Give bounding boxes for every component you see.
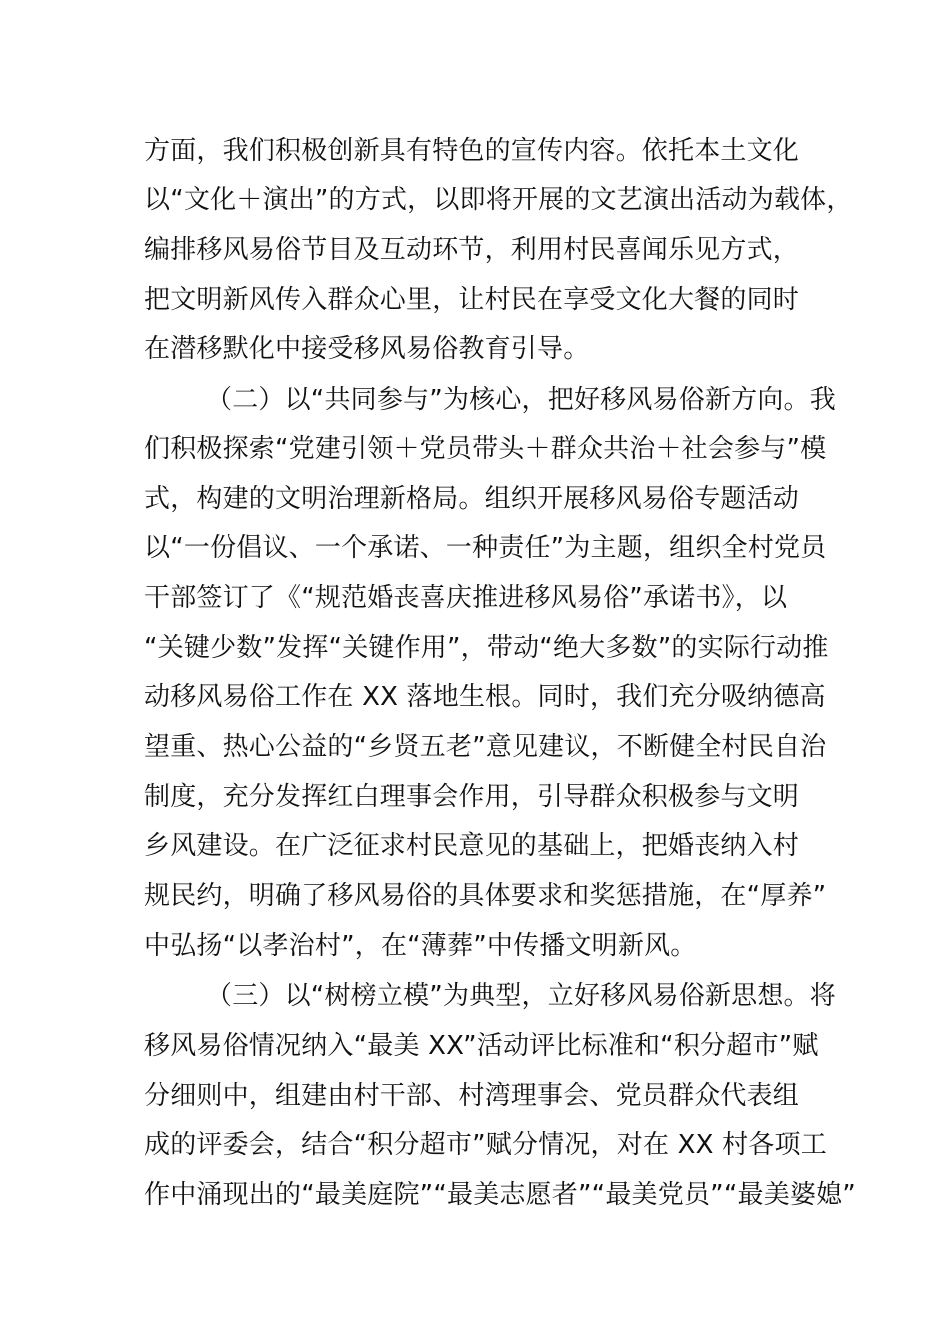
text-line: 以“一份倡议、一个承诺、一种责任”为主题，组织全村党员	[144, 533, 827, 563]
text-line: 动移风易俗工作在 XX 落地生根。同时，我们充分吸纳德高	[144, 682, 826, 712]
text-line: 干部签订了《“规范婚丧喜庆推进移风易俗”承诺书》，以	[144, 583, 788, 613]
text-line: 作中涌现出的“最美庭院”“最美志愿者”“最美党员”“最美婆媳”	[144, 1180, 856, 1210]
text-line: 制度，充分发挥红白理事会作用，引导群众积极参与文明	[144, 782, 800, 812]
text-line: 们积极探索“党建引领＋党员带头＋群众共治＋社会参与”模	[144, 434, 827, 464]
text-line: 把文明新风传入群众心里，让村民在享受文化大餐的同时	[144, 285, 800, 315]
text-line: 规民约，明确了移风易俗的具体要求和奖惩措施，在“厚养”	[144, 881, 827, 911]
text-line: 移风易俗情况纳入“最美 XX”活动评比标准和“积分超市”赋	[144, 1031, 819, 1061]
text-line: 在潜移默化中接受移风易俗教育引导。	[144, 334, 590, 364]
text-line: 编排移风易俗节目及互动环节，利用村民喜闻乐见方式，	[144, 235, 800, 265]
text-line: 望重、热心公益的“乡贤五老”意见建议，不断健全村民自治	[144, 732, 827, 762]
text-line: 方面，我们积极创新具有特色的宣传内容。依托本土文化	[144, 136, 800, 166]
section-heading-two: （二）以“共同参与”为核心，把好移风易俗新方向。我	[206, 385, 836, 415]
text-line: 式，构建的文明治理新格局。组织开展移风易俗专题活动	[144, 484, 800, 514]
text-line: 乡风建设。在广泛征求村民意见的基础上，把婚丧纳入村	[144, 831, 800, 861]
text-line: 分细则中，组建由村干部、村湾理事会、党员群众代表组	[144, 1081, 800, 1111]
text-line: “关键少数”发挥“关键作用”，带动“绝大多数”的实际行动推	[144, 633, 829, 663]
section-heading-three: （三）以“树榜立模”为典型，立好移风易俗新思想。将	[206, 981, 836, 1011]
text-line: 中弘扬“以孝治村”，在“薄葬”中传播文明新风。	[144, 931, 697, 961]
text-line: 成的评委会，结合“积分超市”赋分情况，对在 XX 村各项工	[144, 1130, 827, 1160]
text-line: 以“文化＋演出”的方式，以即将开展的文艺演出活动为载体，	[144, 185, 853, 215]
